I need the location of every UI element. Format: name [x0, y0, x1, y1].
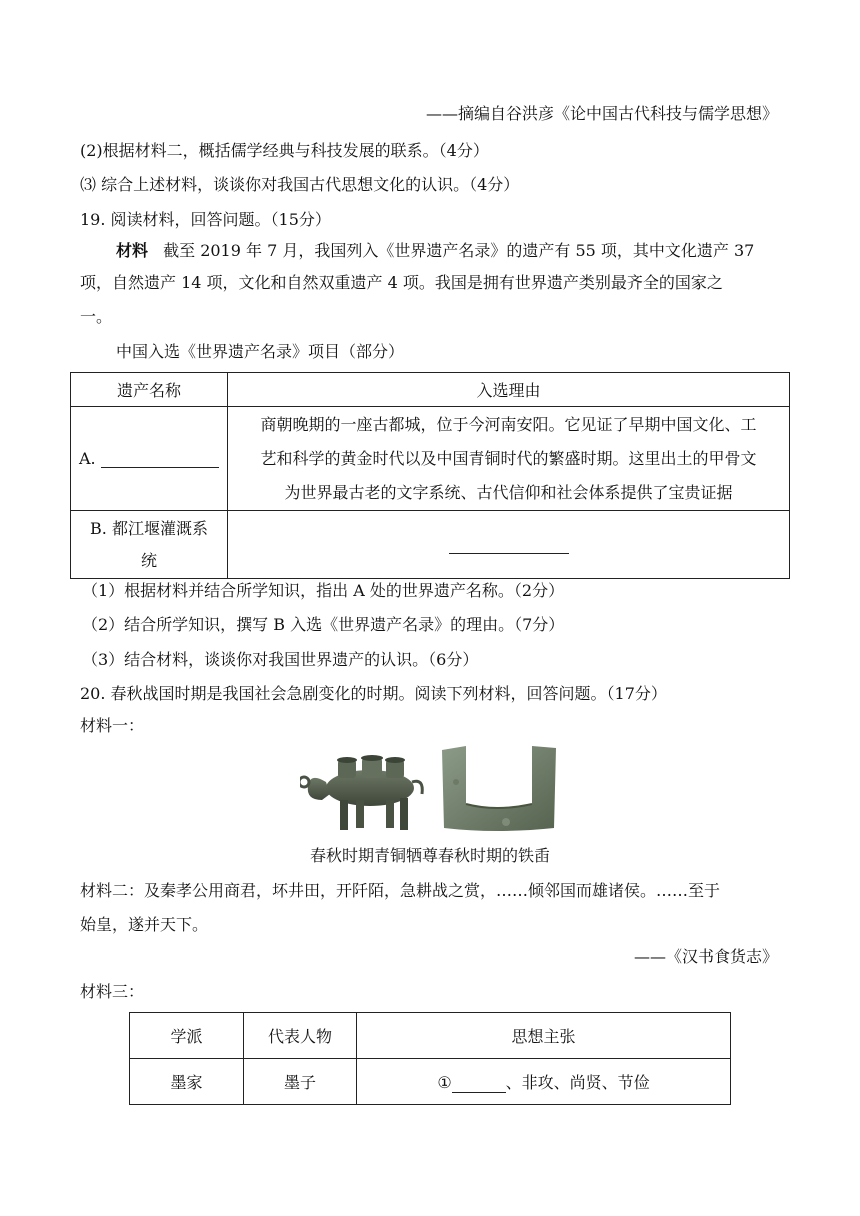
heritage-b-line2: 统 — [140, 550, 157, 570]
table-row — [130, 1059, 731, 1105]
table-row — [71, 407, 790, 511]
answer-blank — [101, 467, 219, 468]
heritage-name-b — [71, 511, 228, 579]
question-19-2: （2）结合所学知识，撰写 B 入选《世界遗产名录》的理由。（7分） — [82, 615, 565, 634]
q20-material2-source: ——《汉书食货志》 — [633, 947, 778, 966]
question-19-title: 19. 阅读材料，回答问题。（15分） — [80, 210, 331, 229]
claims-cell — [357, 1059, 731, 1105]
table-header-cell: 思想主张 — [357, 1013, 731, 1059]
school-name-cell: 墨家 — [130, 1059, 244, 1105]
table-row — [71, 373, 790, 407]
iron-spade-image — [436, 742, 562, 834]
answer-blank — [449, 553, 569, 554]
q20-material2-line2: 始皇，遂并天下。 — [80, 915, 209, 934]
q20-material1-caption: 春秋时期青铜牺尊春秋时期的铁臿 — [309, 846, 550, 865]
question-18-2: (2)根据材料二，概括儒学经典与科技发展的联系。（4分） — [80, 141, 489, 160]
q19-material-line1 — [116, 241, 754, 261]
q19-table-caption: 中国入选《世界遗产名录》项目（部分） — [116, 342, 405, 361]
q20-material1-label: 材料一： — [80, 716, 145, 735]
table-header-cell: 遗产名称 — [71, 373, 228, 407]
claim-marker: ① — [437, 1073, 452, 1092]
q19-material-label: 材料 — [116, 241, 149, 260]
question-18-3: ⑶ 综合上述材料，谈谈你对我国古代思想文化的认识。（4分） — [80, 175, 520, 194]
q19-material-line2: 项，自然遗产 14 项，文化和自然双重遗产 4 项。我国是拥有世界遗产类别最齐全的国家之 — [80, 273, 723, 292]
question-20-title: 20. 春秋战国时期是我国社会急剧变化的时期。阅读下列材料，回答问题。（17分） — [80, 684, 667, 703]
reason-a-line3: 为世界最古老的文字系统、古代信仰和社会体系提供了宝贵证据 — [284, 482, 733, 502]
table-header-cell: 学派 — [130, 1013, 244, 1059]
reason-a-line1: 商朝晚期的一座古都城，位于今河南安阳。它见证了早期中国文化、工 — [260, 414, 757, 434]
representative-cell: 墨子 — [244, 1059, 357, 1105]
answer-blank — [452, 1092, 506, 1093]
question-19-3: （3）结合材料，谈谈你对我国世界遗产的认识。（6分） — [82, 650, 479, 669]
table-header-cell: 入选理由 — [228, 373, 790, 407]
table-row — [130, 1013, 731, 1059]
schools-of-thought-table — [129, 1012, 731, 1105]
heritage-reason-a — [228, 407, 790, 511]
source-citation: ——摘编自谷洪彦《论中国古代科技与儒学思想》 — [425, 104, 778, 123]
q19-material-text1: 截至 2019 年 7 月，我国列入《世界遗产名录》的遗产有 55 项，其中文化遗产 37 — [163, 241, 755, 260]
heritage-name-a — [71, 407, 228, 511]
table-header-cell: 代表人物 — [244, 1013, 357, 1059]
q19-material-line3: 一。 — [80, 307, 113, 326]
claim-text: 、非攻、尚贤、节俭 — [505, 1073, 650, 1092]
q20-material3-label: 材料三： — [80, 982, 145, 1001]
heritage-reason-b — [228, 511, 790, 579]
heritage-b-line1: B. 都江堰灌溉系 — [90, 518, 208, 538]
q20-material2-line1: 材料二：及秦孝公用商君，坏井田，开阡陌，急耕战之赏，……倾邻国而雄诸侯。……至于 — [80, 881, 721, 900]
heritage-a-label: A. — [79, 449, 101, 468]
world-heritage-table — [70, 372, 790, 579]
question-19-1: （1）根据材料并结合所学知识，指出 A 处的世界遗产名称。（2分） — [82, 581, 565, 600]
bronze-zun-image — [300, 742, 430, 834]
table-row — [71, 511, 790, 579]
reason-a-line2: 艺和科学的黄金时代以及中国青铜时代的繁盛时期。这里出土的甲骨文 — [260, 448, 757, 468]
